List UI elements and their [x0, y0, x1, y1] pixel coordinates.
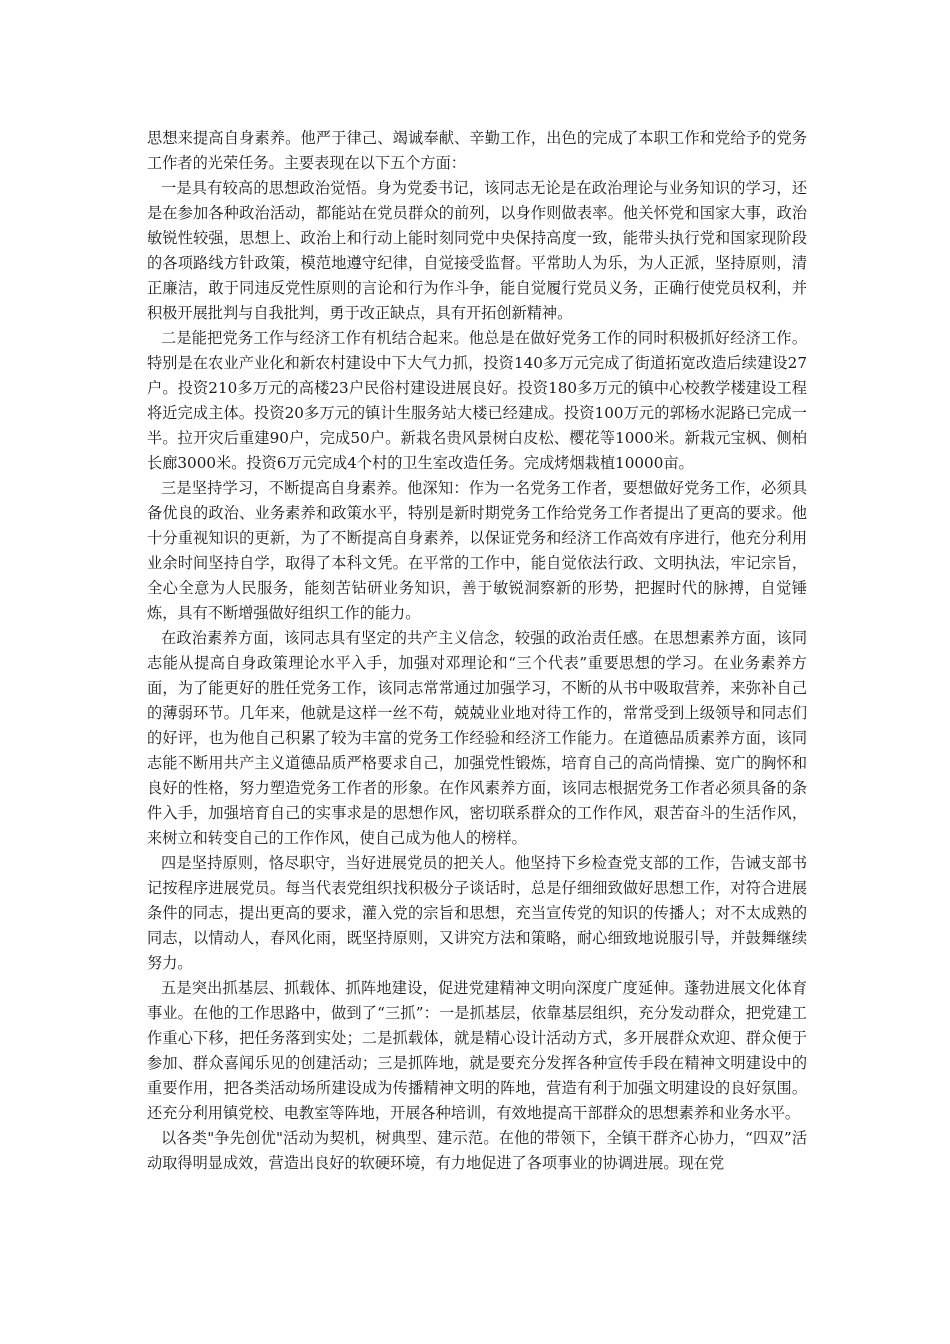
paragraph-point-three: 三是坚持学习，不断提高自身素养。他深知：作为一名党务工作者，要想做好党务工作，必须具备优良的政治、业务素养和政策水平，特别是新时期党务工作给党务工作者提出了更高的要求。他十分重视知识的更新，为了不断提高自身素养，以保证党务和经济工作高效有序进行，他充分利用业余时间坚持自学，取得了本科文凭。在平常的工作中，能自觉依法行政、文明执法，牢记宗旨，全心全意为人民服务，能刻苦钻研业务知识，善于敏锐洞察新的形势，把握时代的脉搏，自觉锤炼，具有不断增强做好组织工作的能力。 — [147, 479, 807, 622]
paragraph-point-four: 四是坚持原则，恪尽职守，当好进展党员的把关人。他坚持下乡检查党支部的工作，告诫支部书记按程序进展党员。每当代表党组织找积极分子谈话时，总是仔细细致做好思想工作，对符合进展条件的同志，提出更高的要求，灌入党的宗旨和思想，充当宣传党的知识的传播人；对不太成熟的同志，以情动人，春风化雨，既坚持原则，又讲究方法和策略，耐心细致地说服引导，并鼓舞继续努力。 — [147, 854, 807, 972]
paragraph-point-two: 二是能把党务工作与经济工作有机结合起来。他总是在做好党务工作的同时积极抓好经济工作。特别是在农业产业化和新农村建设中下大气力抓，投资140多万元完成了街道拓宽改造后续建设27户。投资210多万元的高楼23户民俗村建设进展良好。投资180多万元的镇中心校教学楼建设工程将近完成主体。投资20多万元的镇计生服务站大楼已经建成。投资100万元的郭杨水泥路已完成一半。拉开灾后重建90户，完成50户。新栽名贵风景树白皮松、樱花等1000米。新栽元宝枫、侧柏长廊3000米。投资6万元完成4个村的卫生室改造任务。完成烤烟栽植10000亩。 — [147, 329, 807, 472]
paragraph-intro-continuation: 思想来提高自身素养。他严于律己、竭诚奉献、辛勤工作，出色的完成了本职工作和党给予的党务工作者的光荣任务。主要表现在以下五个方面： — [147, 129, 807, 172]
paragraph-quality-aspects: 在政治素养方面，该同志具有坚定的共产主义信念，较强的政治责任感。在思想素养方面，该同志能从提高自身政策理论水平入手，加强对邓理论和“三个代表”重要思想的学习。在业务素养方面，为了能更好的胜任党务工作，该同志常常通过加强学习，不断的从书中吸取营养，来弥补自己的薄弱环节。几年来，他就是这样一丝不苟，兢兢业业地对待工作的，常常受到上级领导和同志们的好评，也为他自己积累了较为丰富的党务工作经验和经济工作能力。在道德品质素养方面，该同志能不断用共产主义道德品质严格要求自己，加强党性锻炼，培育自己的高尚情操、宽广的胸怀和良好的性格，努力塑造党务工作者的形象。在作风素养方面，该同志根据党务工作者必须具备的条件入手，加强培育自己的实事求是的思想作风，密切联系群众的工作作风，艰苦奋斗的生活作风，来树立和转变自己的工作作风，使自己成为他人的榜样。 — [147, 629, 807, 847]
paragraph-point-five: 五是突出抓基层、抓载体、抓阵地建设，促进党建精神文明向深度广度延伸。蓬勃进展文化体育事业。在他的工作思路中，做到了“三抓”：一是抓基层，依靠基层组织，充分发动群众，把党建工作重心下移，把任务落到实处；二是抓载体，就是精心设计活动方式，多开展群众欢迎、群众便于参加、群众喜闻乐见的创建活动；三是抓阵地，就是要充分发挥各种宣传手段在精神文明建设中的重要作用，把各类活动场所建设成为传播精神文明的阵地，营造有利于加强文明建设的良好氛围。还充分利用镇党校、电教室等阵地，开展各种培训，有效地提高干部群众的思想素养和业务水平。 — [147, 979, 807, 1122]
paragraph-activities: 以各类"争先创优"活动为契机，树典型、建示范。在他的带领下，全镇干群齐心协力，“四双”活动取得明显成效，营造出良好的软硬环境，有力地促进了各项事业的协调进展。现在党 — [147, 1129, 807, 1172]
paragraph-point-one: 一是具有较高的思想政治觉悟。身为党委书记，该同志无论是在政治理论与业务知识的学习，还是在参加各种政治活动，都能站在党员群众的前列，以身作则做表率。他关怀党和国家大事，政治敏锐性较强，思想上、政治上和行动上能时刻同党中央保持高度一致，能带头执行党和国家现阶段的各项路线方针政策，模范地遵守纪律，自觉接受监督。平常助人为乐，为人正派，坚持原则，清正廉洁，敢于同违反党性原则的言论和行为作斗争，能自觉履行党员义务，正确行使党员权利，并积极开展批判与自我批判，勇于改正缺点，具有开拓创新精神。 — [147, 179, 807, 322]
document-body — [147, 126, 807, 1176]
